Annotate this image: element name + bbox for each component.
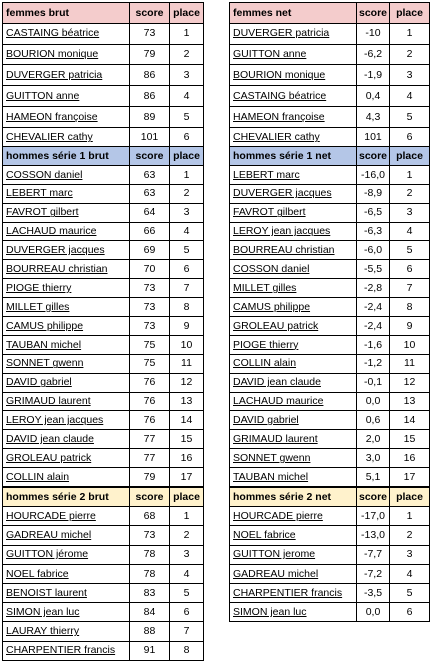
player-score: -3,5 — [357, 583, 390, 602]
header-score: score — [357, 488, 390, 507]
player-name: MILLET gilles — [3, 298, 130, 317]
player-name: BENOIST laurent — [3, 583, 130, 602]
header-score: score — [130, 3, 170, 24]
table-row — [3, 507, 204, 526]
player-score: -17,0 — [357, 507, 390, 526]
player-place: 5 — [170, 106, 204, 127]
hommes-serie2-net-table — [229, 487, 430, 622]
table-row — [3, 335, 204, 354]
player-score: 5,1 — [357, 468, 390, 487]
player-name: DUVERGER patricia — [230, 23, 357, 44]
table-row — [3, 203, 204, 222]
player-place: 1 — [390, 23, 430, 44]
player-name: SONNET gwenn — [230, 449, 357, 468]
table-row — [3, 564, 204, 583]
player-name: NOEL fabrice — [3, 564, 130, 583]
player-name: SIMON jean luc — [230, 603, 357, 622]
table-row — [230, 298, 430, 317]
player-place: 9 — [170, 317, 204, 336]
table-row — [230, 468, 430, 487]
player-score: 84 — [130, 603, 170, 622]
table-row — [3, 127, 204, 148]
player-name: BOURION monique — [3, 44, 130, 65]
player-name: MILLET gilles — [230, 279, 357, 298]
player-name: LACHAUD maurice — [3, 222, 130, 241]
table-row — [230, 260, 430, 279]
player-name: HAMEON françoise — [230, 106, 357, 127]
header-place: place — [170, 147, 204, 166]
player-score: -1,6 — [357, 335, 390, 354]
player-score: -2,4 — [357, 317, 390, 336]
player-name: NOEL fabrice — [230, 526, 357, 545]
table-row — [3, 279, 204, 298]
player-place: 13 — [390, 392, 430, 411]
table-row — [3, 317, 204, 336]
player-score: -16,0 — [357, 165, 390, 184]
player-name: CAMUS philippe — [230, 298, 357, 317]
player-score: 0,4 — [357, 86, 390, 107]
player-score: 75 — [130, 354, 170, 373]
player-name: CHEVALIER cathy — [230, 127, 357, 148]
header-place: place — [170, 3, 204, 24]
table-row — [230, 335, 430, 354]
table-row — [3, 165, 204, 184]
player-place: 2 — [170, 526, 204, 545]
player-score: 78 — [130, 564, 170, 583]
player-name: GRIMAUD laurent — [230, 430, 357, 449]
player-name: DAVID jean claude — [230, 373, 357, 392]
header-place: place — [170, 488, 204, 507]
player-name: FAVROT gilbert — [230, 203, 357, 222]
player-place: 7 — [170, 279, 204, 298]
player-name: GRIMAUD laurent — [3, 392, 130, 411]
header-title: hommes série 1 brut — [3, 147, 130, 166]
player-place: 2 — [390, 44, 430, 65]
table-header-row — [230, 3, 430, 24]
table-row — [230, 106, 430, 127]
player-score: -6,0 — [357, 241, 390, 260]
player-place: 17 — [390, 468, 430, 487]
player-place: 6 — [170, 603, 204, 622]
player-place: 3 — [390, 203, 430, 222]
player-place: 2 — [170, 44, 204, 65]
player-score: -1,2 — [357, 354, 390, 373]
player-name: DUVERGER jacques — [230, 184, 357, 203]
table-row — [230, 241, 430, 260]
player-score: 77 — [130, 449, 170, 468]
player-score: -2,8 — [357, 279, 390, 298]
player-place: 1 — [390, 507, 430, 526]
player-score: 75 — [130, 335, 170, 354]
table-row — [230, 222, 430, 241]
player-place: 4 — [170, 564, 204, 583]
player-score: 88 — [130, 622, 170, 641]
player-score: 89 — [130, 106, 170, 127]
player-name: FAVROT gilbert — [3, 203, 130, 222]
player-place: 10 — [390, 335, 430, 354]
player-score: 101 — [130, 127, 170, 148]
player-score: 0,6 — [357, 411, 390, 430]
player-place: 6 — [390, 260, 430, 279]
player-name: LACHAUD maurice — [230, 392, 357, 411]
femmes-brut-table — [2, 2, 204, 149]
player-place: 12 — [170, 373, 204, 392]
player-name: TAUBAN michel — [230, 468, 357, 487]
player-score: -8,9 — [357, 184, 390, 203]
player-place: 2 — [390, 526, 430, 545]
player-place: 15 — [170, 430, 204, 449]
table-row — [3, 23, 204, 44]
player-score: 4,3 — [357, 106, 390, 127]
header-title: hommes série 2 net — [230, 488, 357, 507]
player-place: 4 — [390, 564, 430, 583]
player-score: 69 — [130, 241, 170, 260]
hommes-serie1-brut-table — [2, 146, 204, 487]
header-score: score — [357, 3, 390, 24]
player-score: -6,3 — [357, 222, 390, 241]
player-name: SONNET gwenn — [3, 354, 130, 373]
player-name: GUITTON jérome — [3, 545, 130, 564]
player-name: HAMEON françoise — [3, 106, 130, 127]
table-row — [230, 23, 430, 44]
table-row — [230, 449, 430, 468]
table-row — [230, 603, 430, 622]
player-score: -10 — [357, 23, 390, 44]
player-place: 1 — [170, 23, 204, 44]
player-place: 17 — [170, 468, 204, 487]
table-row — [230, 203, 430, 222]
table-row — [230, 564, 430, 583]
header-score: score — [130, 488, 170, 507]
player-place: 5 — [170, 241, 204, 260]
table-row — [3, 411, 204, 430]
table-row — [3, 65, 204, 86]
table-row — [3, 449, 204, 468]
hommes-serie1-net-table — [229, 146, 430, 487]
player-name: DAVID gabriel — [230, 411, 357, 430]
player-name: HOURCADE pierre — [230, 507, 357, 526]
player-score: 66 — [130, 222, 170, 241]
player-score: 3,0 — [357, 449, 390, 468]
player-place: 5 — [390, 241, 430, 260]
player-name: BOURION monique — [230, 65, 357, 86]
player-score: -1,9 — [357, 65, 390, 86]
player-name: HOURCADE pierre — [3, 507, 130, 526]
player-score: 73 — [130, 298, 170, 317]
player-name: PIOGE thierry — [230, 335, 357, 354]
player-score: 101 — [357, 127, 390, 148]
player-score: -0,1 — [357, 373, 390, 392]
player-place: 7 — [390, 279, 430, 298]
player-score: 86 — [130, 86, 170, 107]
player-score: 70 — [130, 260, 170, 279]
player-name: GUITTON anne — [230, 44, 357, 65]
player-score: -7,7 — [357, 545, 390, 564]
table-header-row — [230, 147, 430, 166]
table-row — [230, 583, 430, 602]
player-score: 73 — [130, 23, 170, 44]
player-place: 2 — [170, 184, 204, 203]
table-row — [3, 392, 204, 411]
header-title: hommes série 1 net — [230, 147, 357, 166]
player-name: PIOGE thierry — [3, 279, 130, 298]
table-row — [230, 65, 430, 86]
player-name: DUVERGER patricia — [3, 65, 130, 86]
player-name: LEBERT marc — [3, 184, 130, 203]
player-place: 8 — [170, 298, 204, 317]
player-place: 3 — [170, 545, 204, 564]
table-row — [230, 526, 430, 545]
header-place: place — [390, 147, 430, 166]
player-score: 77 — [130, 430, 170, 449]
player-score: 79 — [130, 44, 170, 65]
header-score: score — [130, 147, 170, 166]
femmes-net-table — [229, 2, 430, 149]
player-place: 4 — [390, 222, 430, 241]
table-row — [230, 507, 430, 526]
player-place: 6 — [390, 603, 430, 622]
player-score: 83 — [130, 583, 170, 602]
header-place: place — [390, 3, 430, 24]
table-row — [230, 184, 430, 203]
table-row — [3, 545, 204, 564]
player-place: 15 — [390, 430, 430, 449]
player-place: 3 — [390, 545, 430, 564]
player-place: 6 — [170, 260, 204, 279]
player-name: GADREAU michel — [230, 564, 357, 583]
table-row — [3, 526, 204, 545]
player-name: DUVERGER jacques — [3, 241, 130, 260]
table-row — [230, 317, 430, 336]
player-place: 16 — [390, 449, 430, 468]
table-row — [3, 583, 204, 602]
player-place: 5 — [170, 583, 204, 602]
player-name: LAURAY thierry — [3, 622, 130, 641]
player-name: BOURREAU christian — [230, 241, 357, 260]
player-score: 79 — [130, 468, 170, 487]
player-score: 64 — [130, 203, 170, 222]
player-score: 73 — [130, 317, 170, 336]
player-place: 3 — [170, 203, 204, 222]
table-row — [3, 430, 204, 449]
player-score: -5,5 — [357, 260, 390, 279]
player-score: 76 — [130, 411, 170, 430]
player-place: 6 — [170, 127, 204, 148]
player-name: DAVID gabriel — [3, 373, 130, 392]
player-score: 63 — [130, 165, 170, 184]
player-score: 91 — [130, 641, 170, 660]
player-place: 3 — [390, 65, 430, 86]
player-place: 11 — [170, 354, 204, 373]
header-title: femmes brut — [3, 3, 130, 24]
table-header-row — [230, 488, 430, 507]
player-place: 12 — [390, 373, 430, 392]
player-score: 86 — [130, 65, 170, 86]
table-row — [3, 106, 204, 127]
player-place: 1 — [170, 165, 204, 184]
player-name: CASTAING béatrice — [3, 23, 130, 44]
header-title: hommes série 2 brut — [3, 488, 130, 507]
player-score: 68 — [130, 507, 170, 526]
player-name: GROLEAU patrick — [230, 317, 357, 336]
table-row — [230, 545, 430, 564]
table-row — [230, 411, 430, 430]
player-place: 10 — [170, 335, 204, 354]
player-name: LEBERT marc — [230, 165, 357, 184]
player-place: 8 — [390, 298, 430, 317]
player-place: 5 — [390, 106, 430, 127]
player-score: -6,5 — [357, 203, 390, 222]
table-row — [3, 468, 204, 487]
table-row — [230, 279, 430, 298]
table-row — [3, 260, 204, 279]
table-row — [230, 392, 430, 411]
player-name: BOURREAU christian — [3, 260, 130, 279]
player-place: 4 — [170, 86, 204, 107]
player-score: 0,0 — [357, 603, 390, 622]
table-row — [3, 641, 204, 660]
table-row — [230, 127, 430, 148]
player-name: COLLIN alain — [3, 468, 130, 487]
player-score: 2,0 — [357, 430, 390, 449]
player-place: 8 — [170, 641, 204, 660]
player-name: GUITTON anne — [3, 86, 130, 107]
player-name: CHARPENTIER francis — [3, 641, 130, 660]
player-place: 5 — [390, 583, 430, 602]
table-row — [230, 44, 430, 65]
player-place: 1 — [170, 507, 204, 526]
player-place: 1 — [390, 165, 430, 184]
table-row — [3, 184, 204, 203]
player-name: GROLEAU patrick — [3, 449, 130, 468]
player-name: CAMUS philippe — [3, 317, 130, 336]
player-place: 7 — [170, 622, 204, 641]
table-header-row — [3, 488, 204, 507]
player-name: DAVID jean claude — [3, 430, 130, 449]
player-name: SIMON jean luc — [3, 603, 130, 622]
header-title: femmes net — [230, 3, 357, 24]
player-name: COSSON daniel — [230, 260, 357, 279]
table-row — [3, 298, 204, 317]
player-place: 13 — [170, 392, 204, 411]
table-row — [230, 165, 430, 184]
table-header-row — [3, 147, 204, 166]
hommes-serie2-brut-table — [2, 487, 204, 661]
player-name: TAUBAN michel — [3, 335, 130, 354]
player-name: COSSON daniel — [3, 165, 130, 184]
table-row — [230, 430, 430, 449]
player-score: -6,2 — [357, 44, 390, 65]
player-score: -7,2 — [357, 564, 390, 583]
player-score: 76 — [130, 392, 170, 411]
player-place: 14 — [390, 411, 430, 430]
player-score: 0,0 — [357, 392, 390, 411]
table-row — [3, 222, 204, 241]
player-score: 73 — [130, 526, 170, 545]
table-row — [3, 622, 204, 641]
player-score: 63 — [130, 184, 170, 203]
table-row — [3, 603, 204, 622]
header-place: place — [390, 488, 430, 507]
table-row — [230, 373, 430, 392]
player-name: LEROY jean jacques — [230, 222, 357, 241]
player-place: 6 — [390, 127, 430, 148]
player-place: 3 — [170, 65, 204, 86]
table-row — [3, 44, 204, 65]
player-name: GADREAU michel — [3, 526, 130, 545]
player-score: -13,0 — [357, 526, 390, 545]
player-score: -2,4 — [357, 298, 390, 317]
table-row — [3, 241, 204, 260]
player-name: GUITTON jerome — [230, 545, 357, 564]
table-row — [3, 354, 204, 373]
player-score: 76 — [130, 373, 170, 392]
player-place: 9 — [390, 317, 430, 336]
table-row — [230, 86, 430, 107]
player-place: 4 — [170, 222, 204, 241]
player-place: 16 — [170, 449, 204, 468]
player-name: CHARPENTIER francis — [230, 583, 357, 602]
table-row — [3, 373, 204, 392]
table-header-row — [3, 3, 204, 24]
player-place: 2 — [390, 184, 430, 203]
player-place: 11 — [390, 354, 430, 373]
player-place: 4 — [390, 86, 430, 107]
table-row — [230, 354, 430, 373]
player-name: COLLIN alain — [230, 354, 357, 373]
player-name: CASTAING béatrice — [230, 86, 357, 107]
player-name: LEROY jean jacques — [3, 411, 130, 430]
player-place: 14 — [170, 411, 204, 430]
header-score: score — [357, 147, 390, 166]
player-score: 78 — [130, 545, 170, 564]
table-row — [3, 86, 204, 107]
player-score: 73 — [130, 279, 170, 298]
player-name: CHEVALIER cathy — [3, 127, 130, 148]
